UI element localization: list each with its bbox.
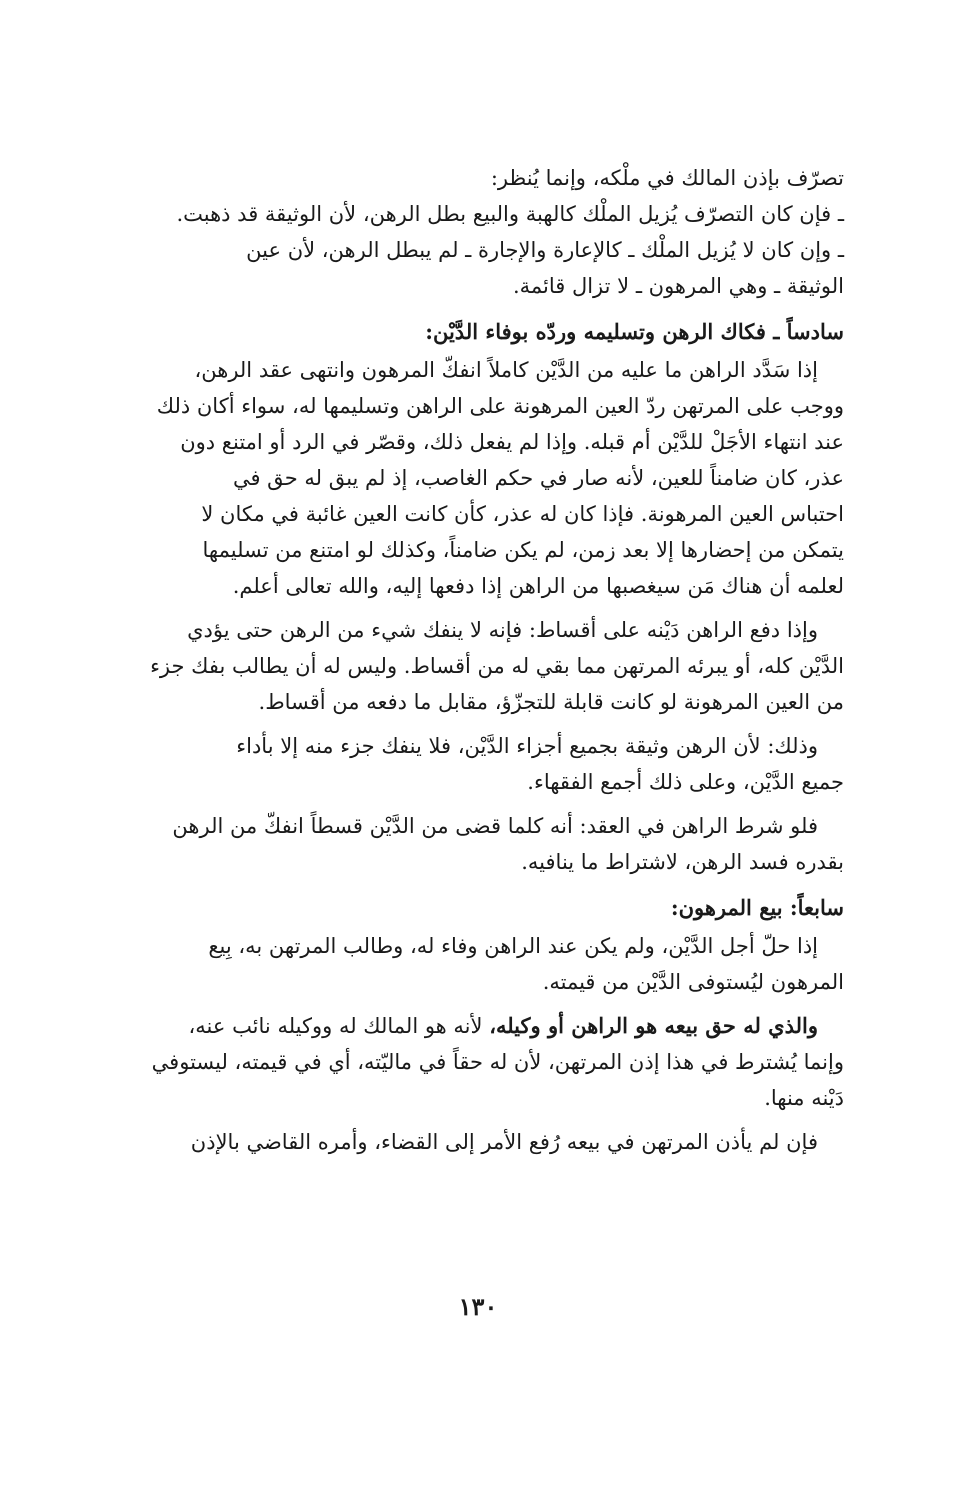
- text-line: إذا حلّ أجل الدَّيْن، ولم يكن عند الراهن وفاء له، وطالب المرتهن به، بِيع: [208, 934, 818, 958]
- text-line: جميع الدَّيْن، وعلى ذلك أجمع الفقهاء.: [527, 770, 844, 794]
- text-line: تصرّف بإذن المالك في ملْكه، وإنما يُنظر:: [490, 166, 844, 190]
- text-line: يتمكن من إحضارها إلا بعد زمن، لم يكن ضامناً، وكذلك لو امتنع من تسليمها: [202, 538, 844, 562]
- text-line: عذر، كان ضامناً للعين، لأنه صار في حكم الغاصب، إذ لم يبق له حق في: [232, 466, 844, 490]
- page-body: [112, 160, 844, 1168]
- text-line: ووجب على المرتهن ردّ العين المرهونة على الراهن وتسليمها له، سواء أكان ذلك: [156, 394, 844, 418]
- text-line: وذلك: لأن الرهن وثيقة بجميع أجزاء الدَّيْن، فلا ينفك جزء منه إلا بأداء: [236, 734, 818, 758]
- paragraph: [112, 1008, 844, 1116]
- text-line: الدَّيْن كله، أو يبرئه المرتهن مما بقي له من أقساط. وليس له أن يطالب بفك جزء: [150, 654, 844, 678]
- text-line: إذا سَدَّد الراهن ما عليه من الدَّيْن كاملاً انفكّ المرهون وانتهى عقد الرهن،: [194, 358, 818, 382]
- section-heading-7: سابعاً: بيع المرهون:: [670, 895, 844, 920]
- paragraph: [112, 612, 844, 720]
- text-line: من العين المرهونة لو كانت قابلة للتجزّؤ، مقابل ما دفعه من أقساط.: [258, 690, 844, 714]
- paragraph: [112, 728, 844, 800]
- text-line: ـ وإن كان لا يُزيل الملْك ـ كالإعارة والإجارة ـ لم يبطل الرهن، لأن عين: [246, 238, 844, 262]
- inline-text: لأنه هو المالك له ووكيله نائب عنه،: [188, 1014, 490, 1038]
- text-line: فإن لم يأذن المرتهن في بيعه رُفع الأمر إلى القضاء، وأمره القاضي بالإذن: [190, 1130, 818, 1154]
- text-line: ـ فإن كان التصرّف يُزيل الملْك كالهبة والبيع بطل الرهن، لأن الوثيقة قد ذهبت.: [176, 202, 844, 226]
- text-line: لعلمه أن هناك مَن سيغصبها من الراهن إذا دفعها إليه، والله تعالى أعلم.: [232, 574, 844, 598]
- text-line: عند انتهاء الأجَلْ للدَّيْن أم قبله. وإذا لم يفعل ذلك، وقصّر في الرد أو امتنع دون: [180, 430, 844, 454]
- text-line: فلو شرط الراهن في العقد: أنه كلما قضى من الدَّيْن قسطاً انفكّ من الرهن: [172, 814, 818, 838]
- section-heading-6: سادساً ـ فكاك الرهن وتسليمه وردّه بوفاء الدَّيْن:: [425, 319, 844, 344]
- text-line: وإنما يُشترط في هذا إذن المرتهن، لأن له حقاً في ماليّته، أي في قيمته، ليستوفي: [151, 1050, 844, 1074]
- text-line: احتباس العين المرهونة. فإذا كان له عذر، كأن كانت العين غائبة في مكان لا: [201, 502, 844, 526]
- text-line: [112, 1008, 844, 1044]
- text-line: بقدره فسد الرهن، لاشتراط ما ينافيه.: [521, 850, 844, 874]
- text-line: الوثيقة ـ وهي المرهون ـ لا تزال قائمة.: [512, 274, 844, 298]
- paragraph: [112, 928, 844, 1000]
- text-line: المرهون ليُستوفى الدَّيْن من قيمته.: [542, 970, 844, 994]
- intro-block: [112, 160, 844, 304]
- text-line: دَيْنه منها.: [764, 1086, 844, 1110]
- text-line: وإذا دفع الراهن دَيْنه على أقساط: فإنه لا ينفك شيء من الرهن حتى يؤدي: [187, 618, 818, 642]
- paragraph: [112, 808, 844, 880]
- paragraph: [112, 1124, 844, 1160]
- paragraph: [112, 352, 844, 604]
- page-number: ١٣٠: [458, 1292, 498, 1321]
- bold-lead-text: والذي له حق بيعه هو الراهن أو وكيله،: [489, 1013, 818, 1038]
